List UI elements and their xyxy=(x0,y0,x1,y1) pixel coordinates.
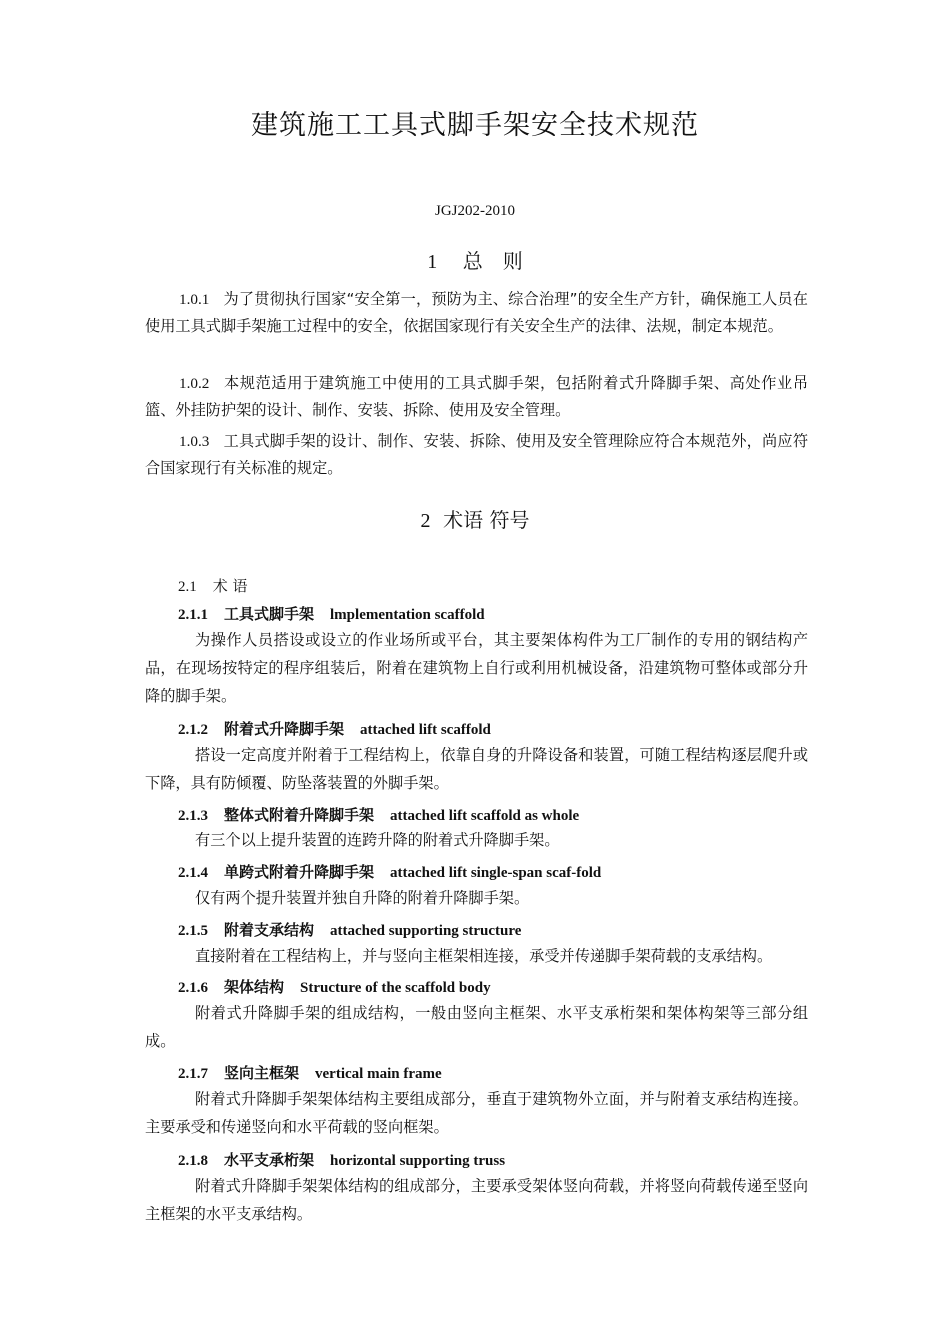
term-definition: 附着式升降脚手架架体结构主要组成部分，垂直于建筑物外立面，并与附着支承结构连接。主要承受和传递竖向和水平荷载的竖向框架。 xyxy=(145,1090,808,1136)
clause-number: 1.0.2 xyxy=(179,375,210,392)
term-definition: 仅有两个提升装置并独自升降的附着升降脚手架。 xyxy=(195,889,530,907)
term-number: 2.1.4 xyxy=(178,865,208,881)
term-number: 2.1.3 xyxy=(178,808,208,824)
term-heading xyxy=(178,918,521,943)
clause-text: 为了贯彻执行国家“安全第一，预防为主、综合治理”的安全生产方针，确保施工人员在使用工具式脚手架施工过程中的安全，依据国家现行有关安全生产的法律、法规，制定本规范。 xyxy=(145,290,808,335)
term-chinese: 工具式脚手架 xyxy=(224,605,315,623)
clause-1-0-3 xyxy=(145,428,808,481)
term-definition: 有三个以上提升装置的连跨升降的附着式升降脚手架。 xyxy=(195,831,560,849)
term-english: vertical main frame xyxy=(315,1066,442,1082)
term-heading xyxy=(178,803,579,828)
clause-text: 工具式脚手架的设计、制作、安装、拆除、使用及安全管理除应符合本规范外，尚应符合国家现行有关标准的规定。 xyxy=(145,432,808,477)
term-heading xyxy=(178,717,491,742)
clause-1-0-2 xyxy=(145,370,808,423)
chapter-2-heading xyxy=(0,506,950,535)
chapter-1-heading xyxy=(0,247,950,276)
term-number: 2.1.2 xyxy=(178,722,208,738)
term-chinese: 附着式升降脚手架 xyxy=(224,720,345,738)
clause-1-0-1 xyxy=(145,286,808,339)
section-title: 术 语 xyxy=(212,577,248,595)
term-heading xyxy=(178,602,485,627)
term-chinese: 架体结构 xyxy=(224,978,285,996)
clause-number: 1.0.3 xyxy=(179,433,210,450)
term-english: Structure of the scaffold body xyxy=(300,980,491,996)
term-number: 2.1.6 xyxy=(178,980,208,996)
term-definition: 直接附着在工程结构上，并与竖向主框架相连接，承受并传递脚手架荷载的支承结构。 xyxy=(195,947,773,965)
term-chinese: 水平支承桁架 xyxy=(224,1151,315,1169)
document-title: 建筑施工工具式脚手架安全技术规范 xyxy=(251,110,699,141)
clause-text: 本规范适用于建筑施工中使用的工具式脚手架，包括附着式升降脚手架、高处作业吊篮、外挂防护架的设计、制作、安装、拆除、使用及安全管理。 xyxy=(145,374,808,419)
term-definition: 附着式升降脚手架架体结构的组成部分，主要承受架体竖向荷载，并将竖向荷载传递至竖向主框架的水平支承结构。 xyxy=(145,1177,808,1223)
term-english: attached lift scaffold as whole xyxy=(390,808,580,824)
term-chinese: 竖向主框架 xyxy=(224,1064,300,1082)
term-number: 2.1.1 xyxy=(178,607,208,623)
term-number: 2.1.8 xyxy=(178,1153,208,1169)
term-english: lmplementation scaffold xyxy=(330,607,485,623)
term-heading xyxy=(178,860,601,885)
term-heading xyxy=(178,1148,505,1173)
chapter-title: 总 则 xyxy=(462,249,523,273)
term-english: attached lift single-span scaf-fold xyxy=(390,865,602,881)
chapter-number: 1 xyxy=(427,251,438,273)
chapter-number: 2 xyxy=(420,510,431,532)
term-definition: 为操作人员搭设或设立的作业场所或平台，其主要架体构件为工厂制作的专用的钢结构产品，在现场按特定的程序组装后，附着在建筑物上自行或利用机械设备，沿建筑物可整体或部分升降的脚手架。 xyxy=(145,631,808,705)
clause-number: 1.0.1 xyxy=(179,291,210,308)
term-english: horizontal supporting truss xyxy=(330,1153,506,1169)
term-english: attached supporting structure xyxy=(330,923,522,939)
term-heading xyxy=(178,975,491,1000)
term-english: attached lift scaffold xyxy=(360,722,491,738)
section-2-1-heading xyxy=(178,574,248,599)
term-number: 2.1.5 xyxy=(178,923,208,939)
term-heading xyxy=(178,1061,442,1086)
section-number: 2.1 xyxy=(178,579,197,595)
chapter-title: 术语 符号 xyxy=(443,508,530,532)
term-chinese: 附着支承结构 xyxy=(224,921,315,939)
term-definition: 附着式升降脚手架的组成结构，一般由竖向主框架、水平支承桁架和架体构架等三部分组成。 xyxy=(145,1004,808,1050)
standard-code: JGJ202-2010 xyxy=(434,203,515,219)
term-chinese: 整体式附着升降脚手架 xyxy=(224,806,375,824)
term-number: 2.1.7 xyxy=(178,1066,208,1082)
term-chinese: 单跨式附着升降脚手架 xyxy=(224,863,375,881)
term-definition: 搭设一定高度并附着于工程结构上，依靠自身的升降设备和装置，可随工程结构逐层爬升或下降，具有防倾覆、防坠落装置的外脚手架。 xyxy=(145,746,808,792)
